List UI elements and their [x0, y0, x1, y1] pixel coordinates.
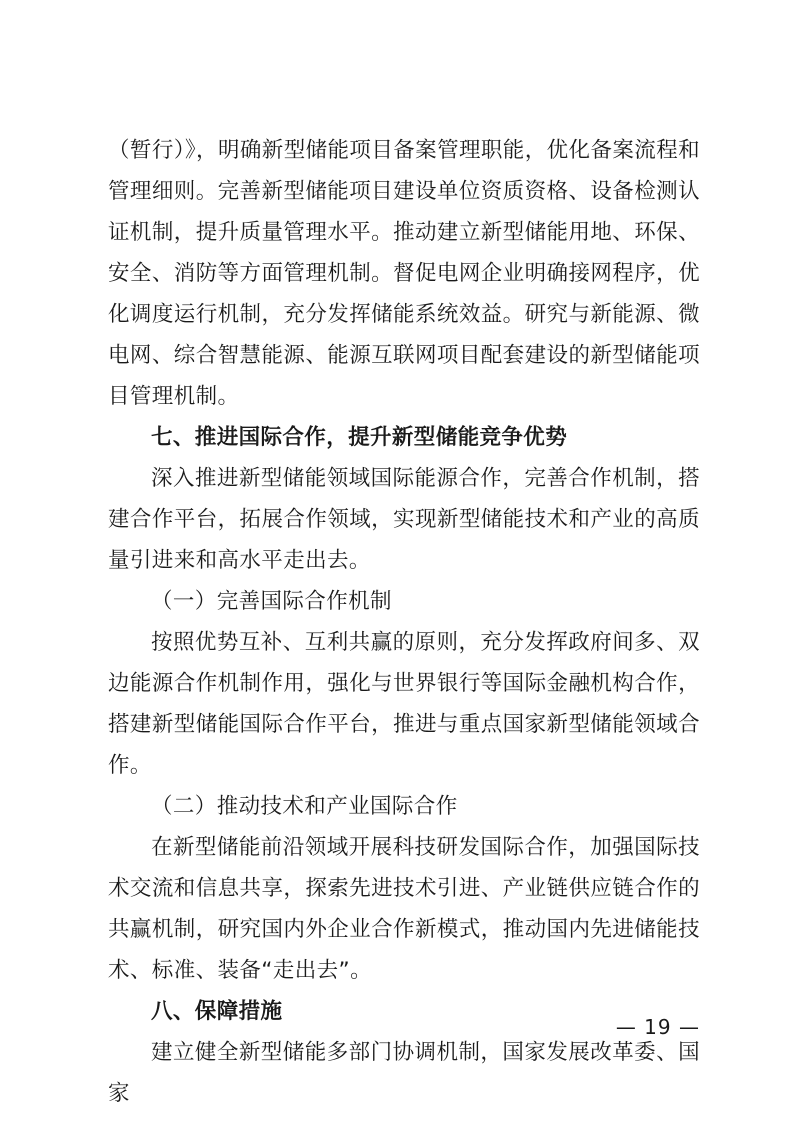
paragraph-section-eight-intro: 建立健全新型储能多部门协调机制，国家发展改革委、国家 [108, 1040, 700, 1106]
paragraph-continuation: （暂行）》，明确新型储能项目备案管理职能，优化备案流程和管理细则。完善新型储能项目建设单位资质资格、设备检测认证机制，提升质量管理水平。推动建立新型储能用地、环保、安全、消防等方面管理机制。督促电网企业明确接网程序，优化调度运行机制，充分发挥储能系统效益。研究与新能源、微电网、综合智慧能源、能源互联网项目配套建设的新型储能项目管理机制。 [108, 138, 700, 409]
page-number: — 19 — [615, 1015, 700, 1039]
paragraph-section-seven-intro: 深入推进新型储能领域国际能源合作，完善合作机制，搭建合作平台，拓展合作领域，实现新型储能技术和产业的高质量引进来和高水平走出去。 [108, 466, 700, 573]
subsection-heading-one: （一）完善国际合作机制 [151, 589, 392, 614]
section-heading-eight: 八、保障措施 [151, 999, 283, 1024]
paragraph-subsection-one: 按照优势互补、互利共赢的原则，充分发挥政府间多、双边能源合作机制作用，强化与世界银行等国际金融机构合作，搭建新型储能国际合作平台，推进与重点国家新型储能领域合作。 [108, 630, 700, 778]
document-body [108, 130, 700, 1114]
subsection-heading-two: （二）推动技术和产业国际合作 [151, 794, 458, 819]
section-heading-seven: 七、推进国际合作，提升新型储能竞争优势 [151, 425, 568, 450]
paragraph-subsection-two: 在新型储能前沿领域开展科技研发国际合作，加强国际技术交流和信息共享，探索先进技术引进、产业链供应链合作的共赢机制，研究国内外企业合作新模式，推动国内先进储能技术、标准、装备“走出去”。 [108, 835, 700, 983]
